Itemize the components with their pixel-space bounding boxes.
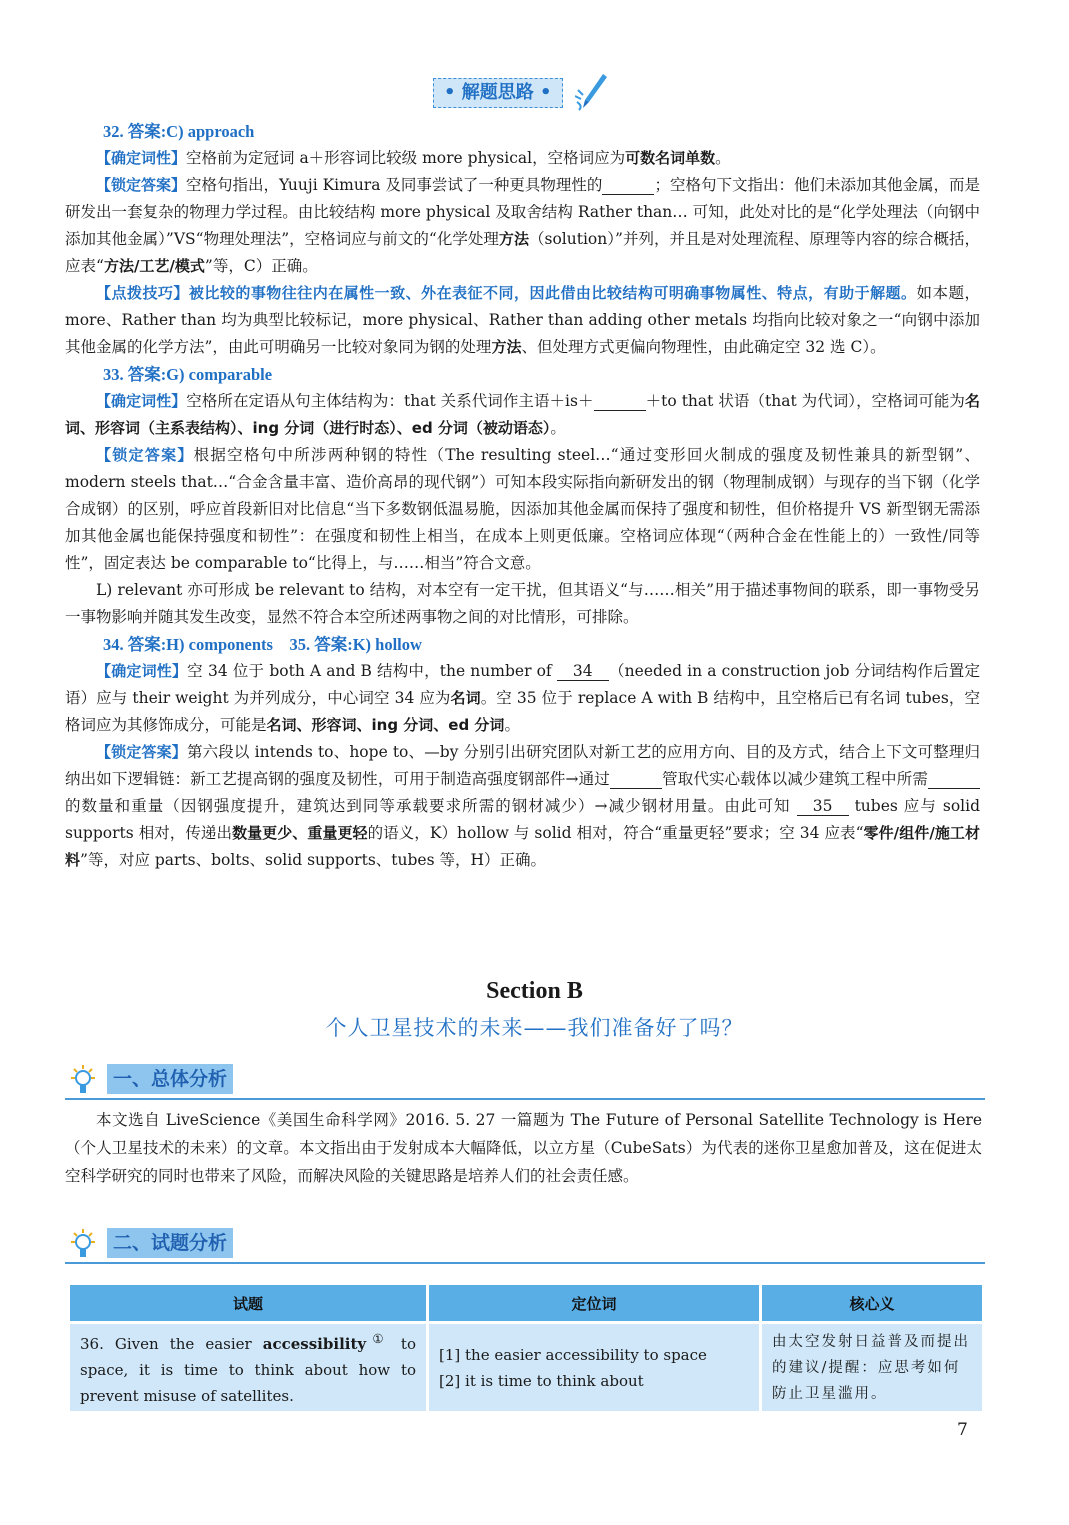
keyword-1: [1] the easier accessibility to space [439,1345,707,1364]
lightbulb-icon [67,1228,99,1262]
bold-text: 名词 [450,689,481,707]
keywords-cell [429,1324,759,1411]
text-run: 、但处理方式更偏向物理性，由此确定空 32 选 C）。 [521,338,886,356]
bold-text: 方法 [498,230,529,248]
keyword-2: [2] it is time to think about [439,1371,644,1390]
answer-blank: 34 [557,662,609,681]
bold-text: 数量更少、重量更轻 [232,824,368,842]
answer-explanations [65,118,980,874]
explanation-paragraph [65,280,980,361]
explanation-paragraph [65,388,980,442]
core-meaning-cell: 由太空发射日益普及而提出的建议/提醒：应思考如何防止卫星滥用。 [762,1324,982,1411]
explanation-paragraph [65,172,980,280]
text-run: 。 [550,419,566,437]
bold-text: 名词、形容词、ing 分词、ed 分词 [266,716,505,734]
table-header-row [70,1285,982,1321]
overall-analysis-text: 本文选自 LiveScience《美国生命科学网》2016. 5. 27 一篇题为 The Future of Personal Satellite Technology is Here（个人卫星技术的未来）的文章。本文指出由于发射成本大幅降低，以立方星（CubeSats）为代表的迷你卫星愈加普及，这在促进太空科学研究的同时也带来了风险，而解决风险的关键思路是培养人们的社会责任感。 [65,1111,982,1185]
column-header-core-meaning: 核心义 [762,1285,982,1321]
text-run: 空 34 位于 both A and B 结构中，the number of [187,662,557,680]
question-text-start: 36. Given the easier [80,1335,263,1353]
text-run: ；空格句下文指出：他们未添加其他金属，而是研发出一套复杂的物理力学过程。由比较结构 more physical 及取舍结构 Rather than… 可知，此处对比的是“化学处理法（向钢中添加其他金属）”VS“物理处理法”，空格词应与前文的“化学处理 [65,176,980,248]
answer-blank [602,176,654,195]
section-tag: 【锁定答案】 [96,743,187,761]
lightbulb-icon [67,1064,99,1098]
bold-text: 名词、形容词（主系表结构）、ing 分词（进行时态）、ed 分词（被动语态） [65,392,980,437]
text-run: （needed in a construction job 分词结构作后置定语）应与 their weight 为并列成分，中心词空 34 应为 [65,662,980,707]
text-run: 。空 35 位于 replace A with B 结构中，且空格后已有名词 tubes，空格词应为其修饰成分，可能是 [65,689,980,734]
text-run: 。 [715,149,731,167]
text-run: ＋to that 状语（that 为代词），空格词可能为 [645,392,965,410]
table-row [70,1324,982,1411]
text-run: L) relevant 亦可形成 be relevant to 结构，对本空有一定干扰，但其语义“与……相关”用于描述事物间的联系，即一事物受另一事物影响并随其发生改变，显然不符合本空所述两事物之间的对比情形，可排除。 [65,581,980,626]
footnote-marker: ① [366,1331,390,1346]
text-run: 根据空格句中所涉两种钢的特性（The resulting steel…“通过变形回火制成的强度及韧性兼具的新型钢”、modern steels that…“合金含量丰富、造价高昂的现代钢”）可知本段实际指向新研发出的钢（物理制成钢）与现存的当下钢（化学合成钢）的区别，呼应首段新旧对比信息“当下多数钢低温易脆，因添加其他金属而保持了强度和韧性，但价格提升 VS 新型钢无需添加其他金属也能保持强度和韧性”：在强度和韧性上相当，在成本上则更低廉。空格词应体现“（两种合金在性能上的）一致性/同等性”，固定表达 be comparable to“比得上，与……相当”符合文意。 [65,446,980,572]
text-run: ”等，对应 parts、bolts、solid supports、tubes 等，H）正确。 [80,851,546,869]
answer-blank: 35 [797,797,849,816]
explanation-paragraph [65,658,980,739]
section-tag: 【确定词性】 [96,392,187,410]
text-run: 34. 答案:H) components 35. 答案:K) hollow [102,635,422,654]
page-number: 7 [957,1420,968,1440]
text-run: 的语义，K）hollow 与 solid 相对，符合“重量更轻”要求；空 34 应表“ [367,824,864,842]
overall-analysis-heading: 一、总体分析 [107,1064,233,1094]
question-keyword: accessibility [262,1335,367,1353]
text-run: 管取代实心载体以减少建筑工程中所需 [661,770,928,788]
column-header-question: 试题 [70,1285,426,1321]
text-run: 空格所在定语从句主体结构为：that 关系代词作主语＋is＋ [186,392,594,410]
text-run: （solution）”并列，并且是对处理流程、原理等内容的综合概括，应表“ [65,230,980,275]
answer-heading [65,361,980,388]
text-run: 第六段以 intends to、hope to、—by 分别引出研究团队对新工艺的应用方向、目的及方式，结合上下文可整理归纳出如下逻辑链：新工艺提高钢的强度及韧性，可用于制造高强度钢部件→通过 [65,743,980,788]
text-run: 如本题，more、Rather than 均为典型比较标记，more physical、Rather than adding other metals 均指向比较对象之一“向钢中添加其他金属的化学方法”，由此可明确另一比较对象同为钢的处理 [65,284,980,356]
answer-blank [928,770,980,789]
explanation-paragraph [65,442,980,577]
section-title: Section B [486,978,583,1004]
question-text-end: to space, it is time to think about how to prevent misuse of satellites. [80,1335,416,1405]
text-run: 的数量和重量（因钢强度提升，建筑达到同等承载要求所需的钢材减少）→减少钢材用量。由此可知 [65,797,797,815]
explanation-paragraph [65,739,980,874]
column-header-keywords: 定位词 [429,1285,759,1321]
answer-heading [65,118,980,145]
question-analysis-header [65,1228,985,1264]
answer-blank [610,770,662,789]
section-tag: 【锁定答案】 [96,446,194,464]
text-run: ”等，C）正确。 [204,257,318,275]
section-tag: 【点拨技巧】 [96,284,189,302]
section-tag: 【锁定答案】 [96,176,187,194]
answer-heading [65,631,980,658]
text-run: 33. 答案:G) comparable [102,365,273,384]
bold-text: 方法 [491,338,522,356]
section-tag: 【确定词性】 [96,149,187,167]
question-cell [70,1324,426,1411]
bold-text: 方法/工艺/模式 [103,257,205,275]
section-tag: 【确定词性】 [96,662,188,680]
bold-text: 零件/组件/施工材料 [65,824,980,869]
text-run: 空格句指出，Yuuji Kimura 及同事尝试了一种更具物理性的 [186,176,603,194]
text-run: 。 [504,716,520,734]
overall-analysis-header [65,1064,985,1100]
answer-blank [594,392,646,411]
text-run: tubes 应与 solid supports 相对，传递出 [65,797,980,842]
text-run: 空格前为定冠词 a＋形容词比较级 more physical，空格词应为 [186,149,626,167]
explanation-paragraph [65,145,980,172]
pen-icon [575,72,609,112]
question-analysis-table [67,1282,985,1414]
highlight-text: 被比较的事物往往内在属性一致、外在表征不同，因此借由比较结构可明确事物属性、特点，有助于解题。 [188,284,917,302]
section-subtitle: 个人卫星技术的未来——我们准备好了吗？ [325,1016,744,1040]
bold-text: 可数名词单数 [625,149,716,167]
text-run: 32. 答案:C) approach [102,122,255,141]
explanation-paragraph [65,577,980,631]
question-analysis-heading: 二、试题分析 [107,1228,233,1258]
solution-ideas-badge: • 解题思路 • [433,78,563,108]
